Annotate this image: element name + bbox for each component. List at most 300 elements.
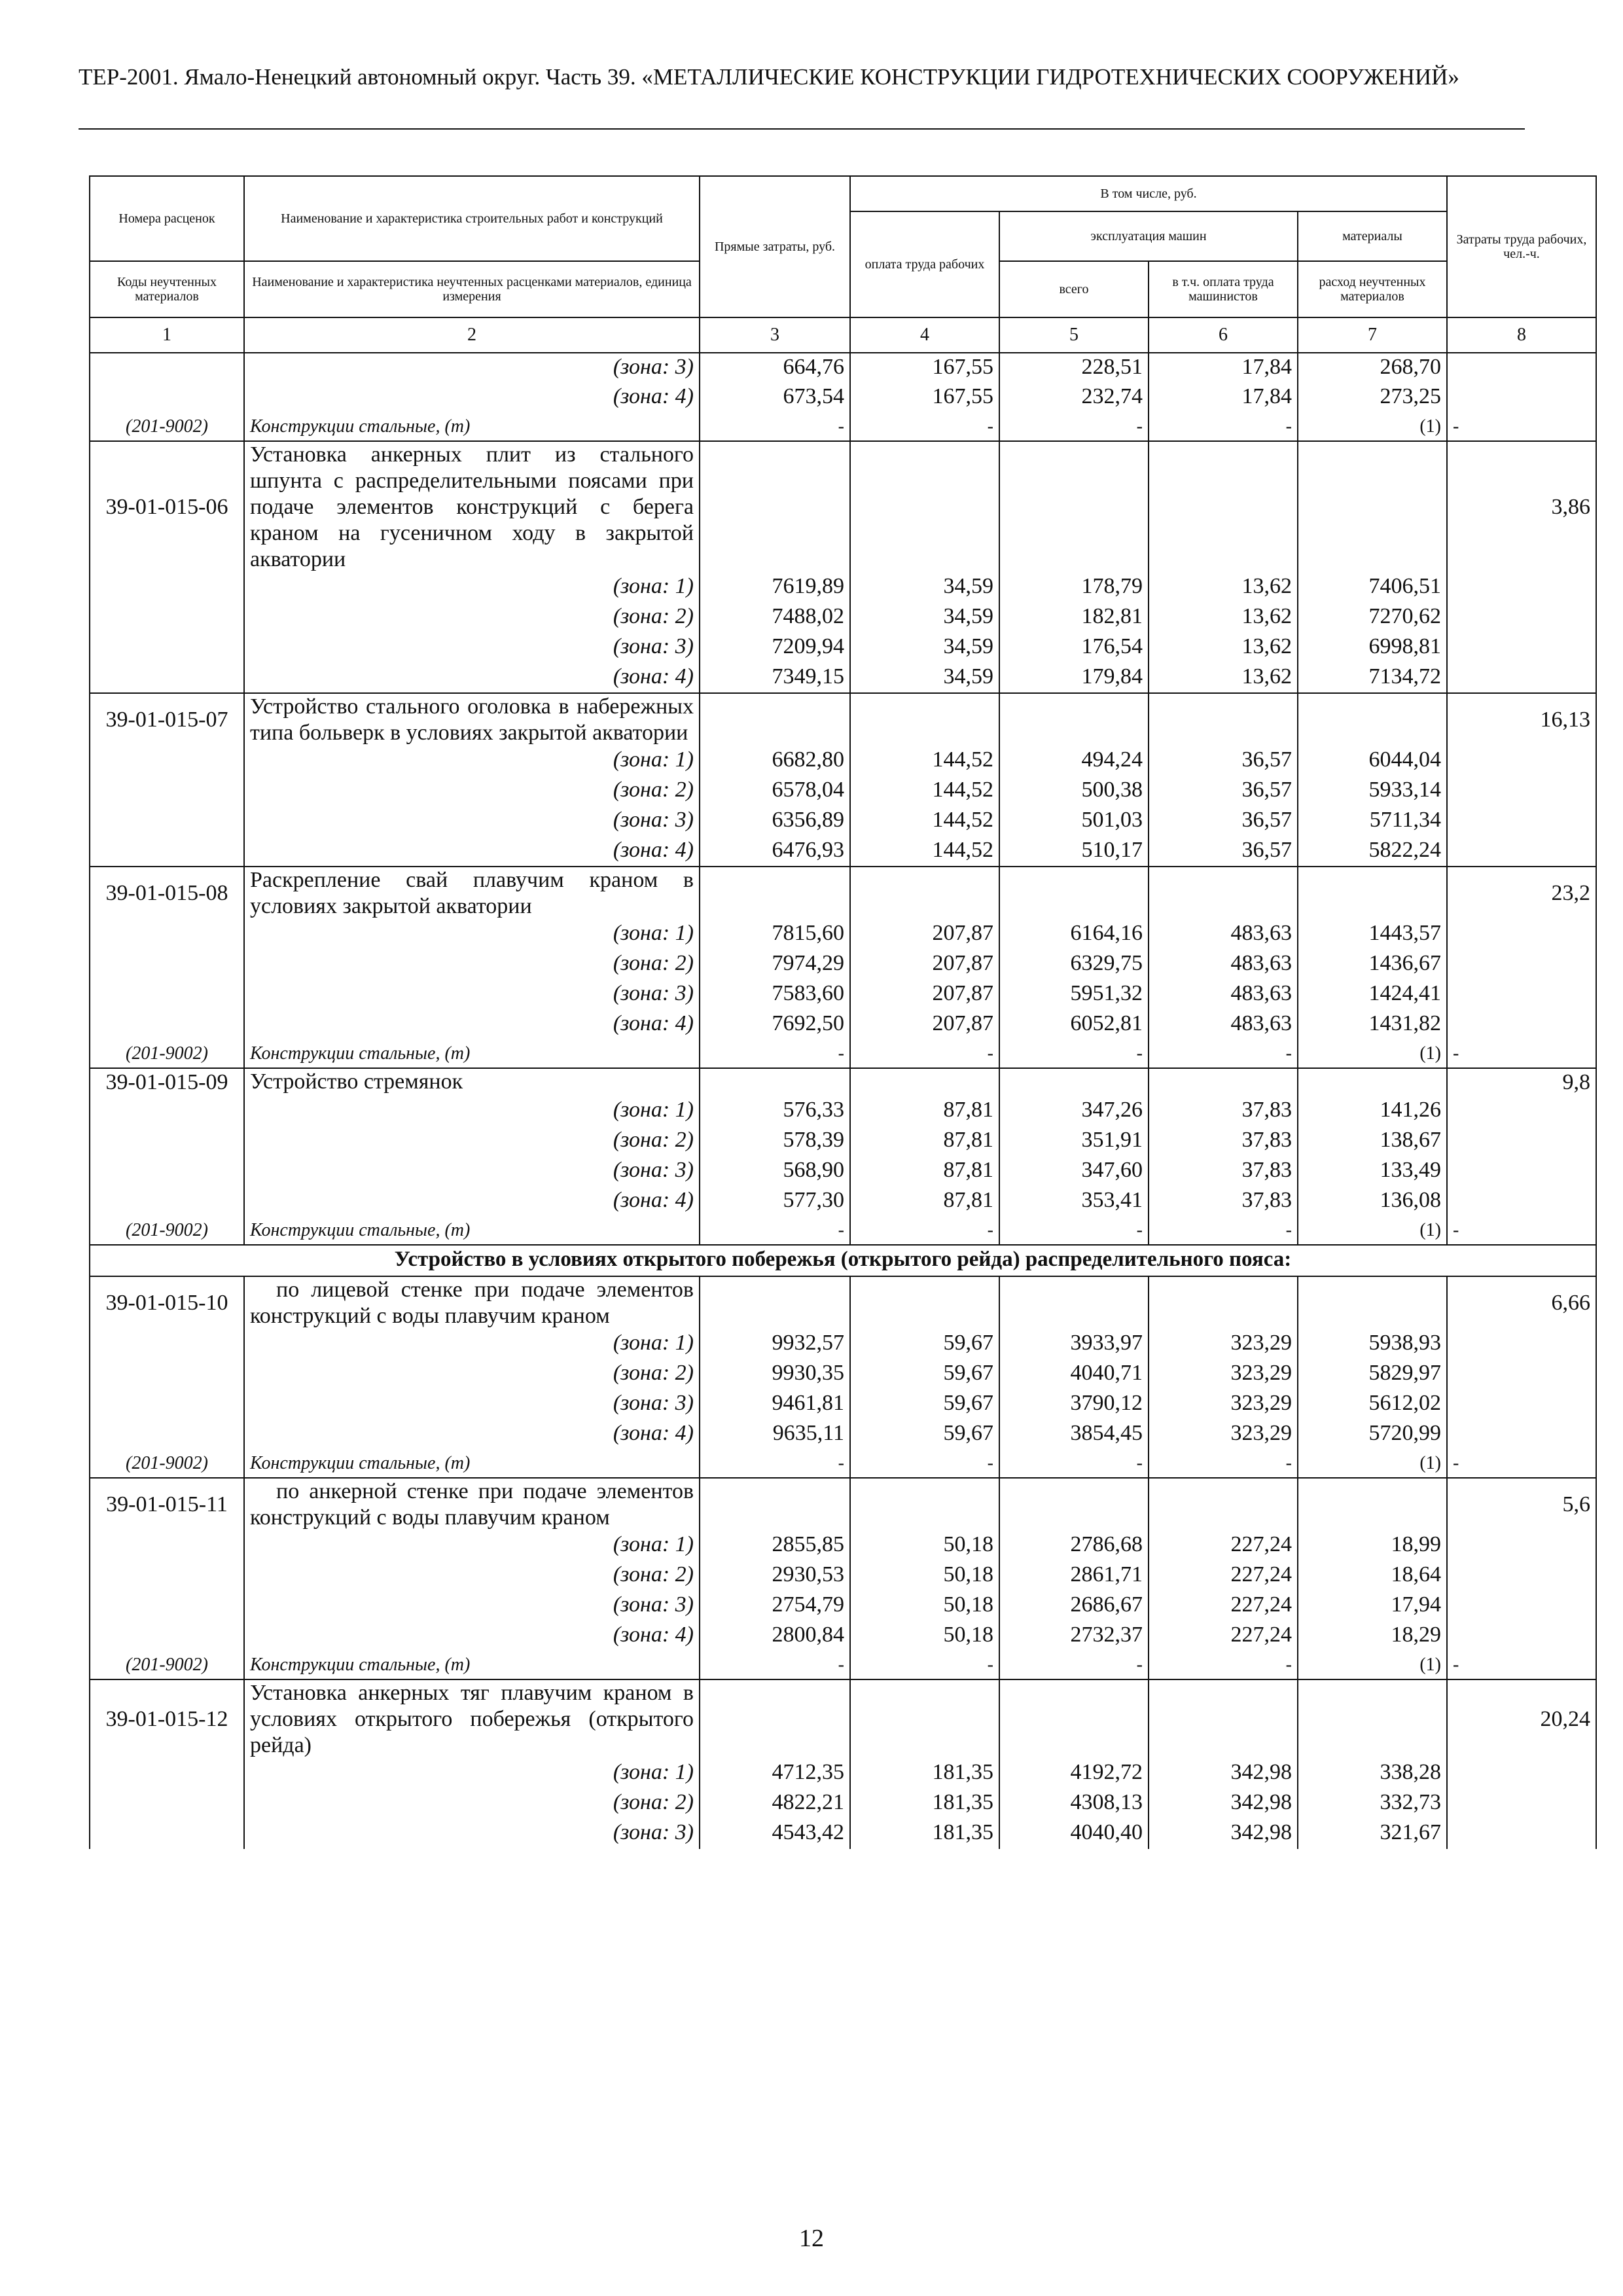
- value-cell: 50,18: [850, 1531, 999, 1561]
- value-cell: 178,79: [999, 573, 1149, 603]
- empty-cell: [1447, 1591, 1596, 1621]
- empty-cell: [1298, 1068, 1447, 1096]
- value-cell: -: [999, 1040, 1149, 1068]
- empty-cell: [1447, 1420, 1596, 1450]
- empty-cell: [1447, 1096, 1596, 1126]
- empty-cell: [1447, 603, 1596, 633]
- material-row: [90, 1217, 1596, 1245]
- value-cell: 7974,29: [700, 950, 850, 980]
- rate-row: [90, 1276, 1596, 1329]
- value-cell: 353,41: [999, 1187, 1149, 1217]
- empty-cell: [700, 1478, 850, 1531]
- value-cell: 510,17: [999, 836, 1149, 867]
- value-cell: 7209,94: [700, 633, 850, 663]
- value-cell: 494,24: [999, 746, 1149, 776]
- value-cell: 50,18: [850, 1561, 999, 1591]
- value-cell: 2861,71: [999, 1561, 1149, 1591]
- zone-row: [90, 746, 1596, 776]
- value-cell: (1): [1298, 1217, 1447, 1245]
- material-row: [90, 1651, 1596, 1679]
- value-cell: 5938,93: [1298, 1329, 1447, 1359]
- empty-cell: [999, 693, 1149, 746]
- value-cell: 483,63: [1149, 1010, 1298, 1040]
- zone-row: [90, 1157, 1596, 1187]
- empty-cell: [1298, 1679, 1447, 1759]
- material-name: Конструкции стальные, (т): [244, 1040, 700, 1068]
- zone-row: [90, 1420, 1596, 1450]
- zone-label: (зона: 4): [244, 1187, 700, 1217]
- zone-row: [90, 663, 1596, 693]
- value-cell: 7270,62: [1298, 603, 1447, 633]
- value-cell: 332,73: [1298, 1789, 1447, 1819]
- empty-cell: [1447, 1329, 1596, 1359]
- value-cell: 342,98: [1149, 1819, 1298, 1849]
- empty-cell: [90, 836, 244, 867]
- empty-cell: [700, 867, 850, 920]
- value-cell: 13,62: [1149, 573, 1298, 603]
- value-cell: 6044,04: [1298, 746, 1447, 776]
- labor-cost: 16,13: [1447, 693, 1596, 746]
- value-cell: 176,54: [999, 633, 1149, 663]
- value-cell: 6356,89: [700, 806, 850, 836]
- value-cell: 36,57: [1149, 746, 1298, 776]
- rate-code: 39-01-015-09: [90, 1068, 244, 1096]
- value-cell: 37,83: [1149, 1126, 1298, 1157]
- zone-row: [90, 1621, 1596, 1651]
- th-labor-costs: Затраты труда рабочих, чел.-ч.: [1447, 176, 1596, 317]
- value-cell: 4040,40: [999, 1819, 1149, 1849]
- rate-code: 39-01-015-11: [90, 1478, 244, 1531]
- value-cell: 3933,97: [999, 1329, 1149, 1359]
- empty-cell: [1149, 867, 1298, 920]
- empty-cell: [850, 867, 999, 920]
- zone-label: (зона: 3): [244, 980, 700, 1010]
- value-cell: -: [700, 1651, 850, 1679]
- value-cell: 144,52: [850, 746, 999, 776]
- value-cell: 268,70: [1298, 353, 1447, 383]
- zone-row: [90, 980, 1596, 1010]
- value-cell: 59,67: [850, 1329, 999, 1359]
- value-cell: 501,03: [999, 806, 1149, 836]
- value-cell: 4040,71: [999, 1359, 1149, 1390]
- value-cell: 2686,67: [999, 1591, 1149, 1621]
- empty-cell: [90, 633, 244, 663]
- empty-cell: [90, 663, 244, 693]
- value-cell: 2800,84: [700, 1621, 850, 1651]
- material-row: [90, 1450, 1596, 1478]
- empty-cell: [1447, 1126, 1596, 1157]
- value-cell: 7692,50: [700, 1010, 850, 1040]
- zone-row: [90, 836, 1596, 867]
- col-num: 6: [1149, 317, 1298, 353]
- empty-cell: [90, 746, 244, 776]
- empty-cell: [1447, 920, 1596, 950]
- empty-cell: [850, 1276, 999, 1329]
- value-cell: 7134,72: [1298, 663, 1447, 693]
- page-header: ТЕР-2001. Ямало-Ненецкий автономный округ. Часть 39. «МЕТАЛЛИЧЕСКИЕ КОНСТРУКЦИИ ГИДРОТЕХНИЧЕСКИХ СООРУЖЕНИЙ»: [79, 64, 1459, 90]
- value-cell: -: [850, 1450, 999, 1478]
- value-cell: -: [850, 1217, 999, 1245]
- empty-cell: [90, 1789, 244, 1819]
- labor-cost: 3,86: [1447, 441, 1596, 573]
- value-cell: 179,84: [999, 663, 1149, 693]
- value-cell: 138,67: [1298, 1126, 1447, 1157]
- value-cell: 207,87: [850, 1010, 999, 1040]
- empty-cell: [1298, 1478, 1447, 1531]
- zone-label: (зона: 2): [244, 1789, 700, 1819]
- value-cell: 87,81: [850, 1157, 999, 1187]
- value-cell: 2930,53: [700, 1561, 850, 1591]
- rate-code: 39-01-015-08: [90, 867, 244, 920]
- th-including: В том числе, руб.: [850, 176, 1447, 211]
- empty-cell: [999, 1679, 1149, 1759]
- value-cell: 144,52: [850, 836, 999, 867]
- empty-cell: [1447, 633, 1596, 663]
- value-cell: 18,64: [1298, 1561, 1447, 1591]
- value-cell: 2786,68: [999, 1531, 1149, 1561]
- empty-cell: [90, 1329, 244, 1359]
- value-cell: 34,59: [850, 603, 999, 633]
- empty-cell: [850, 1679, 999, 1759]
- value-cell: 50,18: [850, 1591, 999, 1621]
- empty-cell: [1447, 353, 1596, 383]
- section-title: Устройство в условиях открытого побережья (открытого рейда) распределительного пояса:: [90, 1245, 1596, 1276]
- labor-cost: 23,2: [1447, 867, 1596, 920]
- rate-row: [90, 441, 1596, 573]
- zone-row: [90, 383, 1596, 413]
- value-cell: -: [999, 1450, 1149, 1478]
- empty-cell: [90, 353, 244, 383]
- material-name: Конструкции стальные, (т): [244, 1651, 700, 1679]
- empty-cell: [90, 1531, 244, 1561]
- zone-label: (зона: 2): [244, 1561, 700, 1591]
- value-cell: 7406,51: [1298, 573, 1447, 603]
- value-cell: 37,83: [1149, 1096, 1298, 1126]
- value-cell: 37,83: [1149, 1187, 1298, 1217]
- value-cell: 1443,57: [1298, 920, 1447, 950]
- rate-row: [90, 867, 1596, 920]
- value-cell: 7619,89: [700, 573, 850, 603]
- zone-row: [90, 1789, 1596, 1819]
- value-cell: 36,57: [1149, 836, 1298, 867]
- value-cell: 6164,16: [999, 920, 1149, 950]
- value-cell: 17,84: [1149, 383, 1298, 413]
- value-cell: -: [1149, 413, 1298, 441]
- value-cell: 7583,60: [700, 980, 850, 1010]
- value-cell: 2855,85: [700, 1531, 850, 1561]
- th-materials: материалы: [1298, 211, 1447, 261]
- value-cell: -: [850, 1040, 999, 1068]
- th-machine-operation: эксплуатация машин: [999, 211, 1298, 261]
- empty-cell: [850, 1478, 999, 1531]
- zone-row: [90, 950, 1596, 980]
- value-cell: 6682,80: [700, 746, 850, 776]
- zone-row: [90, 1187, 1596, 1217]
- value-cell: 87,81: [850, 1096, 999, 1126]
- empty-cell: [1149, 441, 1298, 573]
- value-cell: 227,24: [1149, 1591, 1298, 1621]
- empty-cell: [1298, 1276, 1447, 1329]
- empty-cell: [700, 441, 850, 573]
- value-cell: -: [850, 1651, 999, 1679]
- table-body: [90, 353, 1596, 1849]
- empty-cell: [1447, 1157, 1596, 1187]
- value-cell: 323,29: [1149, 1329, 1298, 1359]
- rates-table-wrapper: [89, 175, 1590, 1849]
- zone-label: (зона: 2): [244, 950, 700, 980]
- empty-cell: [700, 1276, 850, 1329]
- empty-cell: [1447, 663, 1596, 693]
- value-cell: 9930,35: [700, 1359, 850, 1390]
- rate-name: Раскрепление свай плавучим краном в условиях закрытой акватории: [244, 867, 700, 920]
- value-cell: 6998,81: [1298, 633, 1447, 663]
- zone-label: (зона: 1): [244, 1759, 700, 1789]
- value-cell: 323,29: [1149, 1390, 1298, 1420]
- empty-cell: [90, 1126, 244, 1157]
- value-cell: 227,24: [1149, 1621, 1298, 1651]
- rate-name: Установка анкерных тяг плавучим краном в условиях открытого побережья (открытого рейда): [244, 1679, 700, 1759]
- value-cell: (1): [1298, 1040, 1447, 1068]
- zone-label: (зона: 4): [244, 1010, 700, 1040]
- empty-cell: [999, 867, 1149, 920]
- th-operator-wages: в т.ч. оплата труда машинистов: [1149, 261, 1298, 317]
- zone-row: [90, 806, 1596, 836]
- value-cell: -: [999, 1651, 1149, 1679]
- value-cell: 5829,97: [1298, 1359, 1447, 1390]
- zone-row: [90, 1359, 1596, 1390]
- value-cell: 36,57: [1149, 776, 1298, 806]
- empty-cell: [90, 1010, 244, 1040]
- value-cell: 664,76: [700, 353, 850, 383]
- rate-code: 39-01-015-10: [90, 1276, 244, 1329]
- zone-row: [90, 776, 1596, 806]
- value-cell: 5822,24: [1298, 836, 1447, 867]
- empty-cell: [90, 776, 244, 806]
- material-name: Конструкции стальные, (т): [244, 1450, 700, 1478]
- empty-cell: [1149, 693, 1298, 746]
- value-cell: 6329,75: [999, 950, 1149, 980]
- value-cell: 5951,32: [999, 980, 1149, 1010]
- empty-cell: [1447, 1531, 1596, 1561]
- zone-label: (зона: 3): [244, 806, 700, 836]
- value-cell: 1431,82: [1298, 1010, 1447, 1040]
- value-cell: 207,87: [850, 980, 999, 1010]
- value-cell: 34,59: [850, 663, 999, 693]
- rate-name: Устройство стремянок: [244, 1068, 700, 1096]
- zone-row: [90, 1759, 1596, 1789]
- th-machines-total: всего: [999, 261, 1149, 317]
- material-row: [90, 1040, 1596, 1068]
- value-cell: 347,60: [999, 1157, 1149, 1187]
- material-row: [90, 413, 1596, 441]
- value-cell: 228,51: [999, 353, 1149, 383]
- empty-cell: [1447, 1789, 1596, 1819]
- zone-row: [90, 1329, 1596, 1359]
- value-cell: 17,94: [1298, 1591, 1447, 1621]
- value-cell: 18,99: [1298, 1531, 1447, 1561]
- empty-cell: [1447, 1561, 1596, 1591]
- value-cell: -: [1447, 1040, 1596, 1068]
- empty-cell: [1447, 573, 1596, 603]
- value-cell: 577,30: [700, 1187, 850, 1217]
- empty-cell: [1447, 1759, 1596, 1789]
- table-head: [90, 176, 1596, 353]
- value-cell: 4308,13: [999, 1789, 1149, 1819]
- value-cell: 3790,12: [999, 1390, 1149, 1420]
- zone-row: [90, 1591, 1596, 1621]
- value-cell: 50,18: [850, 1621, 999, 1651]
- empty-cell: [1149, 1276, 1298, 1329]
- value-cell: 13,62: [1149, 633, 1298, 663]
- zone-label: (зона: 2): [244, 776, 700, 806]
- value-cell: 13,62: [1149, 663, 1298, 693]
- value-cell: 181,35: [850, 1819, 999, 1849]
- zone-label: (зона: 3): [244, 633, 700, 663]
- empty-cell: [1149, 1478, 1298, 1531]
- value-cell: -: [999, 413, 1149, 441]
- value-cell: 578,39: [700, 1126, 850, 1157]
- value-cell: 181,35: [850, 1759, 999, 1789]
- zone-label: (зона: 4): [244, 383, 700, 413]
- material-code: (201-9002): [90, 413, 244, 441]
- value-cell: 9635,11: [700, 1420, 850, 1450]
- value-cell: (1): [1298, 413, 1447, 441]
- th-direct-costs: Прямые затраты, руб.: [700, 176, 850, 317]
- value-cell: 207,87: [850, 920, 999, 950]
- zone-row: [90, 633, 1596, 663]
- empty-cell: [90, 1591, 244, 1621]
- empty-cell: [90, 1420, 244, 1450]
- value-cell: 483,63: [1149, 920, 1298, 950]
- zone-label: (зона: 2): [244, 1126, 700, 1157]
- material-code: (201-9002): [90, 1450, 244, 1478]
- value-cell: 1436,67: [1298, 950, 1447, 980]
- value-cell: -: [700, 1450, 850, 1478]
- value-cell: 167,55: [850, 353, 999, 383]
- empty-cell: [90, 1621, 244, 1651]
- zone-label: (зона: 1): [244, 1329, 700, 1359]
- empty-cell: [90, 1390, 244, 1420]
- value-cell: -: [700, 1217, 850, 1245]
- th-unaccounted-codes: Коды неучтенных материалов: [90, 261, 244, 317]
- value-cell: 7349,15: [700, 663, 850, 693]
- empty-cell: [1447, 950, 1596, 980]
- value-cell: -: [1149, 1651, 1298, 1679]
- value-cell: 18,29: [1298, 1621, 1447, 1651]
- value-cell: 34,59: [850, 573, 999, 603]
- value-cell: 36,57: [1149, 806, 1298, 836]
- value-cell: 133,49: [1298, 1157, 1447, 1187]
- value-cell: -: [1447, 1217, 1596, 1245]
- zone-label: (зона: 4): [244, 663, 700, 693]
- value-cell: 5720,99: [1298, 1420, 1447, 1450]
- value-cell: 34,59: [850, 633, 999, 663]
- empty-cell: [1447, 1010, 1596, 1040]
- empty-cell: [90, 383, 244, 413]
- rate-code: 39-01-015-06: [90, 441, 244, 573]
- header-rule: [79, 128, 1525, 130]
- value-cell: 568,90: [700, 1157, 850, 1187]
- rate-name: по лицевой стенке при подаче элементов конструкций с воды плавучим краном: [244, 1276, 700, 1329]
- zone-label: (зона: 2): [244, 1359, 700, 1390]
- value-cell: 483,63: [1149, 950, 1298, 980]
- material-name: Конструкции стальные, (т): [244, 1217, 700, 1245]
- value-cell: 227,24: [1149, 1531, 1298, 1561]
- material-code: (201-9002): [90, 1651, 244, 1679]
- value-cell: 181,35: [850, 1789, 999, 1819]
- value-cell: 3854,45: [999, 1420, 1149, 1450]
- empty-cell: [1149, 1679, 1298, 1759]
- value-cell: 59,67: [850, 1359, 999, 1390]
- empty-cell: [999, 1276, 1149, 1329]
- zone-label: (зона: 3): [244, 1819, 700, 1849]
- empty-cell: [1149, 1068, 1298, 1096]
- zone-row: [90, 1819, 1596, 1849]
- empty-cell: [850, 1068, 999, 1096]
- value-cell: 167,55: [850, 383, 999, 413]
- labor-cost: 20,24: [1447, 1679, 1596, 1759]
- col-num: 5: [999, 317, 1149, 353]
- rate-row: [90, 1478, 1596, 1531]
- value-cell: 673,54: [700, 383, 850, 413]
- value-cell: 87,81: [850, 1187, 999, 1217]
- empty-cell: [90, 573, 244, 603]
- value-cell: 2754,79: [700, 1591, 850, 1621]
- value-cell: 7488,02: [700, 603, 850, 633]
- empty-cell: [1447, 383, 1596, 413]
- value-cell: 136,08: [1298, 1187, 1447, 1217]
- value-cell: 323,29: [1149, 1420, 1298, 1450]
- empty-cell: [700, 1679, 850, 1759]
- value-cell: (1): [1298, 1651, 1447, 1679]
- value-cell: 4712,35: [700, 1759, 850, 1789]
- zone-label: (зона: 4): [244, 836, 700, 867]
- value-cell: 4822,21: [700, 1789, 850, 1819]
- empty-cell: [850, 441, 999, 573]
- value-cell: (1): [1298, 1450, 1447, 1478]
- zone-label: (зона: 3): [244, 1390, 700, 1420]
- value-cell: -: [1447, 1450, 1596, 1478]
- value-cell: -: [700, 413, 850, 441]
- value-cell: 4543,42: [700, 1819, 850, 1849]
- value-cell: 500,38: [999, 776, 1149, 806]
- value-cell: -: [1149, 1217, 1298, 1245]
- value-cell: 347,26: [999, 1096, 1149, 1126]
- zone-label: (зона: 4): [244, 1420, 700, 1450]
- zone-label: (зона: 3): [244, 353, 700, 383]
- value-cell: -: [1447, 413, 1596, 441]
- value-cell: 1424,41: [1298, 980, 1447, 1010]
- empty-cell: [999, 1478, 1149, 1531]
- empty-cell: [1298, 693, 1447, 746]
- zone-row: [90, 603, 1596, 633]
- empty-cell: [90, 950, 244, 980]
- empty-cell: [90, 603, 244, 633]
- value-cell: 9461,81: [700, 1390, 850, 1420]
- zone-label: (зона: 3): [244, 1157, 700, 1187]
- empty-cell: [999, 1068, 1149, 1096]
- empty-cell: [1298, 867, 1447, 920]
- zone-label: (зона: 3): [244, 1591, 700, 1621]
- value-cell: 13,62: [1149, 603, 1298, 633]
- value-cell: -: [1149, 1450, 1298, 1478]
- empty-cell: [1447, 806, 1596, 836]
- value-cell: 141,26: [1298, 1096, 1447, 1126]
- empty-cell: [1447, 1359, 1596, 1390]
- zone-row: [90, 1390, 1596, 1420]
- empty-cell: [90, 1187, 244, 1217]
- value-cell: 4192,72: [999, 1759, 1149, 1789]
